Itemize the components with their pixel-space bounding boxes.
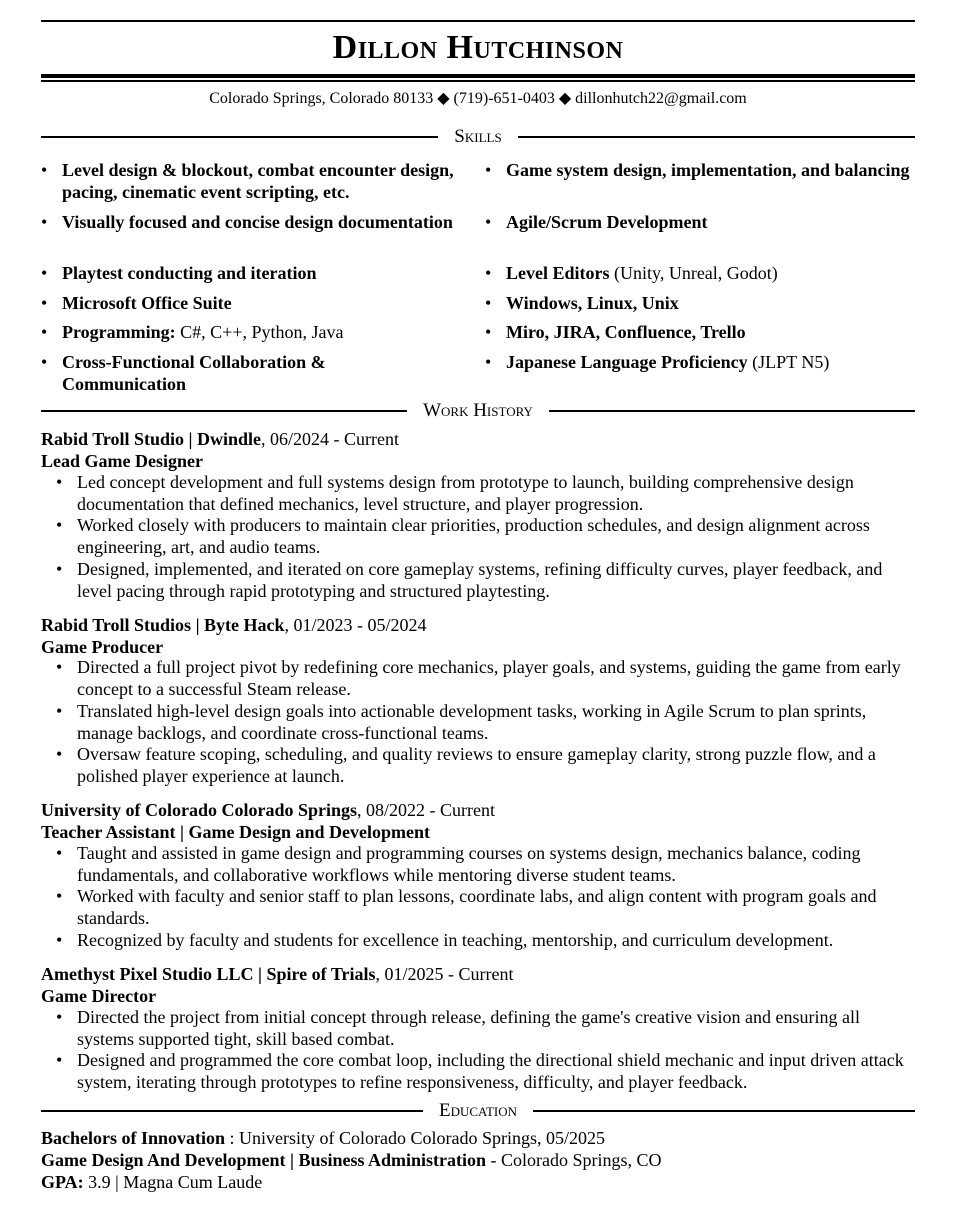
applicant-name: Dillon Hutchinson (332, 29, 624, 66)
job-header: Rabid Troll Studio | Dwindle, 06/2024 - Current (41, 429, 400, 449)
job-bullet: • Recognized by faculty and students for excellence in teaching, mentorship, and curriculum development. (77, 930, 917, 952)
skill-item: • Level Editors (Unity, Unreal, Godot) (485, 262, 916, 284)
skill-item: • Level design & blockout, combat encounter design, pacing, cinematic event scripting, etc. (41, 159, 482, 203)
section-title: Work History (423, 400, 533, 421)
job-role: Teacher Assistant | Game Design and Development (41, 822, 430, 842)
contact-line: Colorado Springs, Colorado 80133 ◆ (719)-651-0403 ◆ dillonhutch22@gmail.com (209, 90, 747, 107)
skill-item: • Windows, Linux, Unix (485, 292, 916, 314)
skill-item: • Playtest conducting and iteration (41, 262, 482, 284)
divider (41, 410, 407, 412)
divider (533, 1110, 915, 1112)
job-role: Game Director (41, 986, 157, 1006)
job-role: Game Producer (41, 637, 164, 657)
section-title: Skills (454, 126, 502, 147)
job-header: University of Colorado Colorado Springs, 08/2022 - Current (41, 800, 495, 820)
job-bullet: • Translated high-level design goals into actionable development tasks, working in Agile Scrum to plan sprints, manage backlogs, and coordinate cross-functional teams. (77, 701, 917, 744)
job-bullet: • Designed and programmed the core combat loop, including the directional shield mechanic and input driven attack system, iterating through prototypes to refine responsiveness, difficulty, and player feedback. (77, 1050, 917, 1093)
header-rule-thick (41, 74, 915, 78)
skill-item: • Agile/Scrum Development (485, 211, 916, 233)
work-history-heading (41, 400, 915, 422)
divider (518, 136, 915, 138)
job-bullet: • Worked closely with producers to maintain clear priorities, production schedules, and design alignment across engineering, art, and audio teams. (77, 515, 917, 558)
header-rule-thin (41, 80, 915, 82)
degree-line: Bachelors of Innovation : University of Colorado Colorado Springs, 05/2025 (41, 1128, 606, 1148)
skill-item: • Microsoft Office Suite (41, 292, 482, 314)
skill-item: • Japanese Language Proficiency (JLPT N5) (485, 351, 916, 373)
skill-item: • Miro, JIRA, Confluence, Trello (485, 321, 916, 343)
divider (549, 410, 915, 412)
majors-line: Game Design And Development | Business Administration - Colorado Springs, CO (41, 1150, 662, 1170)
job-role: Lead Game Designer (41, 451, 203, 471)
skill-item: • Game system design, implementation, and balancing (485, 159, 916, 181)
job-bullet: • Directed the project from initial concept through release, defining the game's creative vision and ensuring all systems supported tight, skill based combat. (77, 1007, 917, 1050)
job-bullet: • Worked with faculty and senior staff to plan lessons, coordinate labs, and align content with program goals and standards. (77, 886, 917, 929)
job-bullet: • Led concept development and full systems design from prototype to launch, building comprehensive design documentation that defined mechanics, level structure, and player progression. (77, 472, 917, 515)
section-title: Education (438, 1100, 518, 1121)
divider (41, 136, 438, 138)
job-bullet: • Oversaw feature scoping, scheduling, and quality reviews to ensure gameplay clarity, strong puzzle flow, and a polished player experience at launch. (77, 744, 917, 787)
skill-item: • Cross-Functional Collaboration & Communication (41, 351, 382, 395)
skill-item: • Visually focused and concise design documentation (41, 211, 482, 233)
job-bullet: • Designed, implemented, and iterated on core gameplay systems, refining difficulty curves, player feedback, and level pacing through rapid prototyping and structured playtesting. (77, 559, 917, 602)
divider (41, 1110, 423, 1112)
job-bullet: • Directed a full project pivot by redefining core mechanics, player goals, and systems, guiding the game from early concept to a successful Steam release. (77, 657, 917, 700)
job-header: Rabid Troll Studios | Byte Hack, 01/2023 - 05/2024 (41, 615, 427, 635)
job-bullet: • Taught and assisted in game design and programming courses on systems design, mechanics balance, coding fundamentals, and collaborative workflows while mentoring diverse student teams. (77, 843, 917, 886)
job-header: Amethyst Pixel Studio LLC | Spire of Trials, 01/2025 - Current (41, 964, 514, 984)
top-rule (41, 20, 915, 22)
skill-item: • Programming: C#, C++, Python, Java (41, 321, 482, 343)
skills-heading (41, 126, 915, 148)
gpa-line: GPA: 3.9 | Magna Cum Laude (41, 1172, 263, 1192)
education-heading (41, 1100, 915, 1122)
